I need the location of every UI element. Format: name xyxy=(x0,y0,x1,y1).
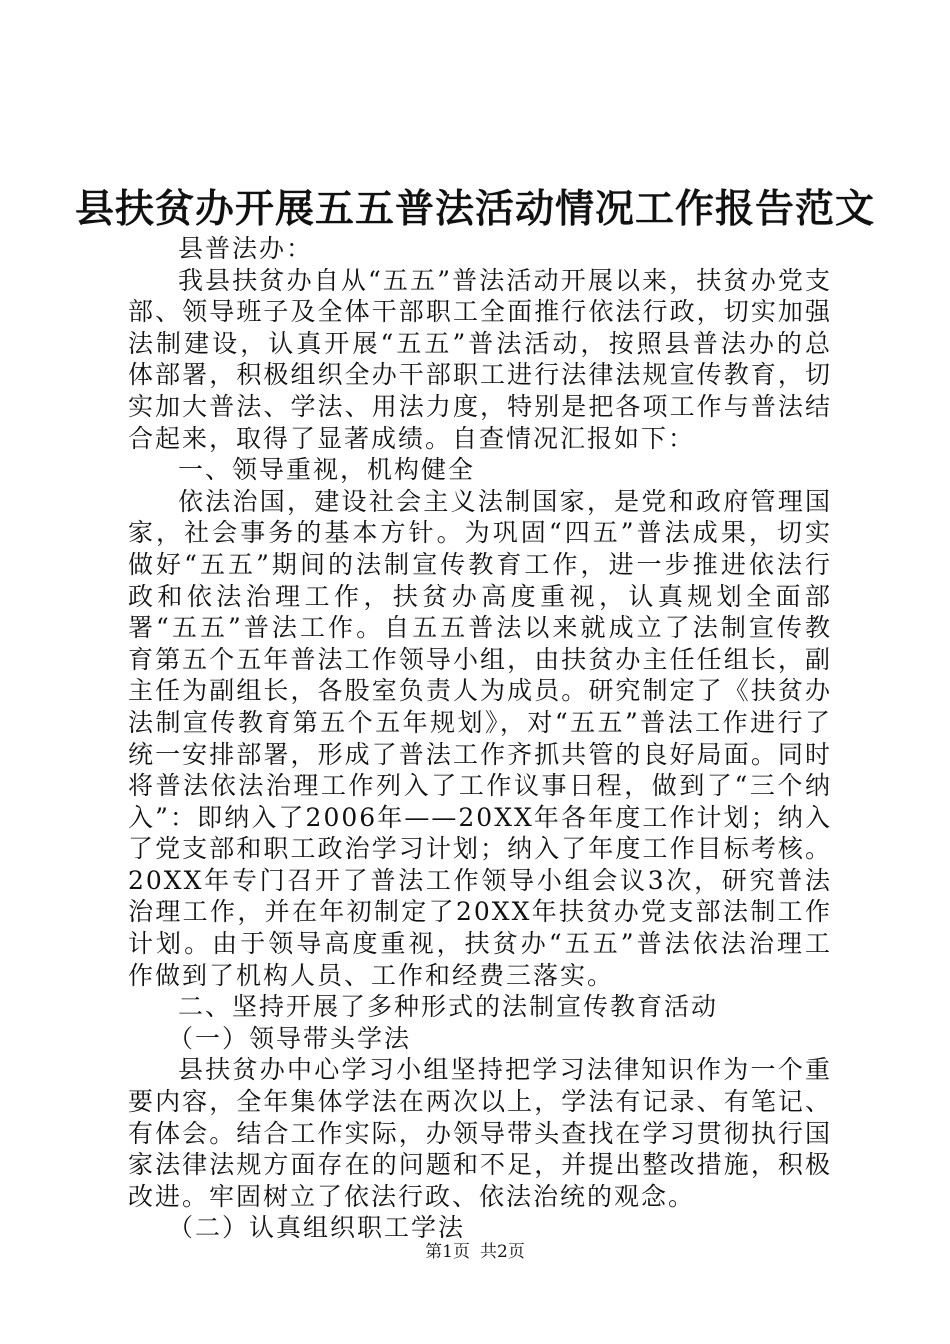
salutation: 县普法办： xyxy=(178,234,314,263)
section-heading-2: 二、坚持开展了多种形式的法制宣传教育活动 xyxy=(178,992,719,1022)
section-1-paragraph: 依法治国，建设社会主义法制国家，是党和政府管理国家，社会事务的基本方针。为巩固“四五”普法成果，切实做好“五五”期间的法制宣传教育工作，进一步推进依法行政和依法治理工作，扶贫办高度重视，认真规划全面部署“五五”普法工作。自五五普法以来就成立了法制宣传教育第五个五年普法工作领导小组，由扶贫办主任任组长，副主任为副组长，各股室负责人为成员。研究制定了《扶贫办法制宣传教育第五个五年规划》，对“五五”普法工作进行了统一安排部署，形成了普法工作齐抓共管的良好局面。同时将普法依法治理工作列入了工作议事日程，做到了“三个纳入”：即纳入了2006年——20XX年各年度工作计划；纳入了党支部和职工政治学习计划；纳入了年度工作目标考核。20XX年专门召开了普法工作领导小组会议3次，研究普法治理工作，并在年初制定了20XX年扶贫办党支部法制工作计划。由于领导高度重视，扶贫办“五五”普法依法治理工作做到了机构人员、工作和经费三落实。 xyxy=(128,486,832,990)
document-body xyxy=(128,233,832,1244)
page-footer xyxy=(0,1240,950,1264)
document-title: 县扶贫办开展五五普法活动情况工作报告范文 xyxy=(74,186,875,232)
section-heading-1: 一、领导重视，机构健全 xyxy=(178,455,476,485)
subsection-heading-1: （一）领导带头学法 xyxy=(168,1023,412,1053)
subsection-heading-2: （二）认真组织职工学法 xyxy=(168,1213,466,1243)
intro-paragraph: 我县扶贫办自从“五五”普法活动开展以来，扶贫办党支部、领导班子及全体干部职工全面推行依法行政，切实加强法制建设，认真开展“五五”普法活动，按照县普法办的总体部署，积极组织全办干部职工进行法律法规宣传教育，切实加大普法、学法、用法力度，特别是把各项工作与普法结合起来，取得了显著成绩。自查情况汇报如下： xyxy=(128,265,832,453)
page-total: 共2页 xyxy=(480,1242,525,1262)
page-number: 第1页 xyxy=(425,1242,470,1262)
subsection-1-paragraph: 县扶贫办中心学习小组坚持把学习法律知识作为一个重要内容，全年集体学法在两次以上，学法有记录、有笔记、有体会。结合工作实际，办领导带头查找在学习贯彻执行国家法律法规方面存在的问题和不足，并提出整改措施，积极改进。牢固树立了依法行政、依法治统的观念。 xyxy=(128,1055,832,1211)
